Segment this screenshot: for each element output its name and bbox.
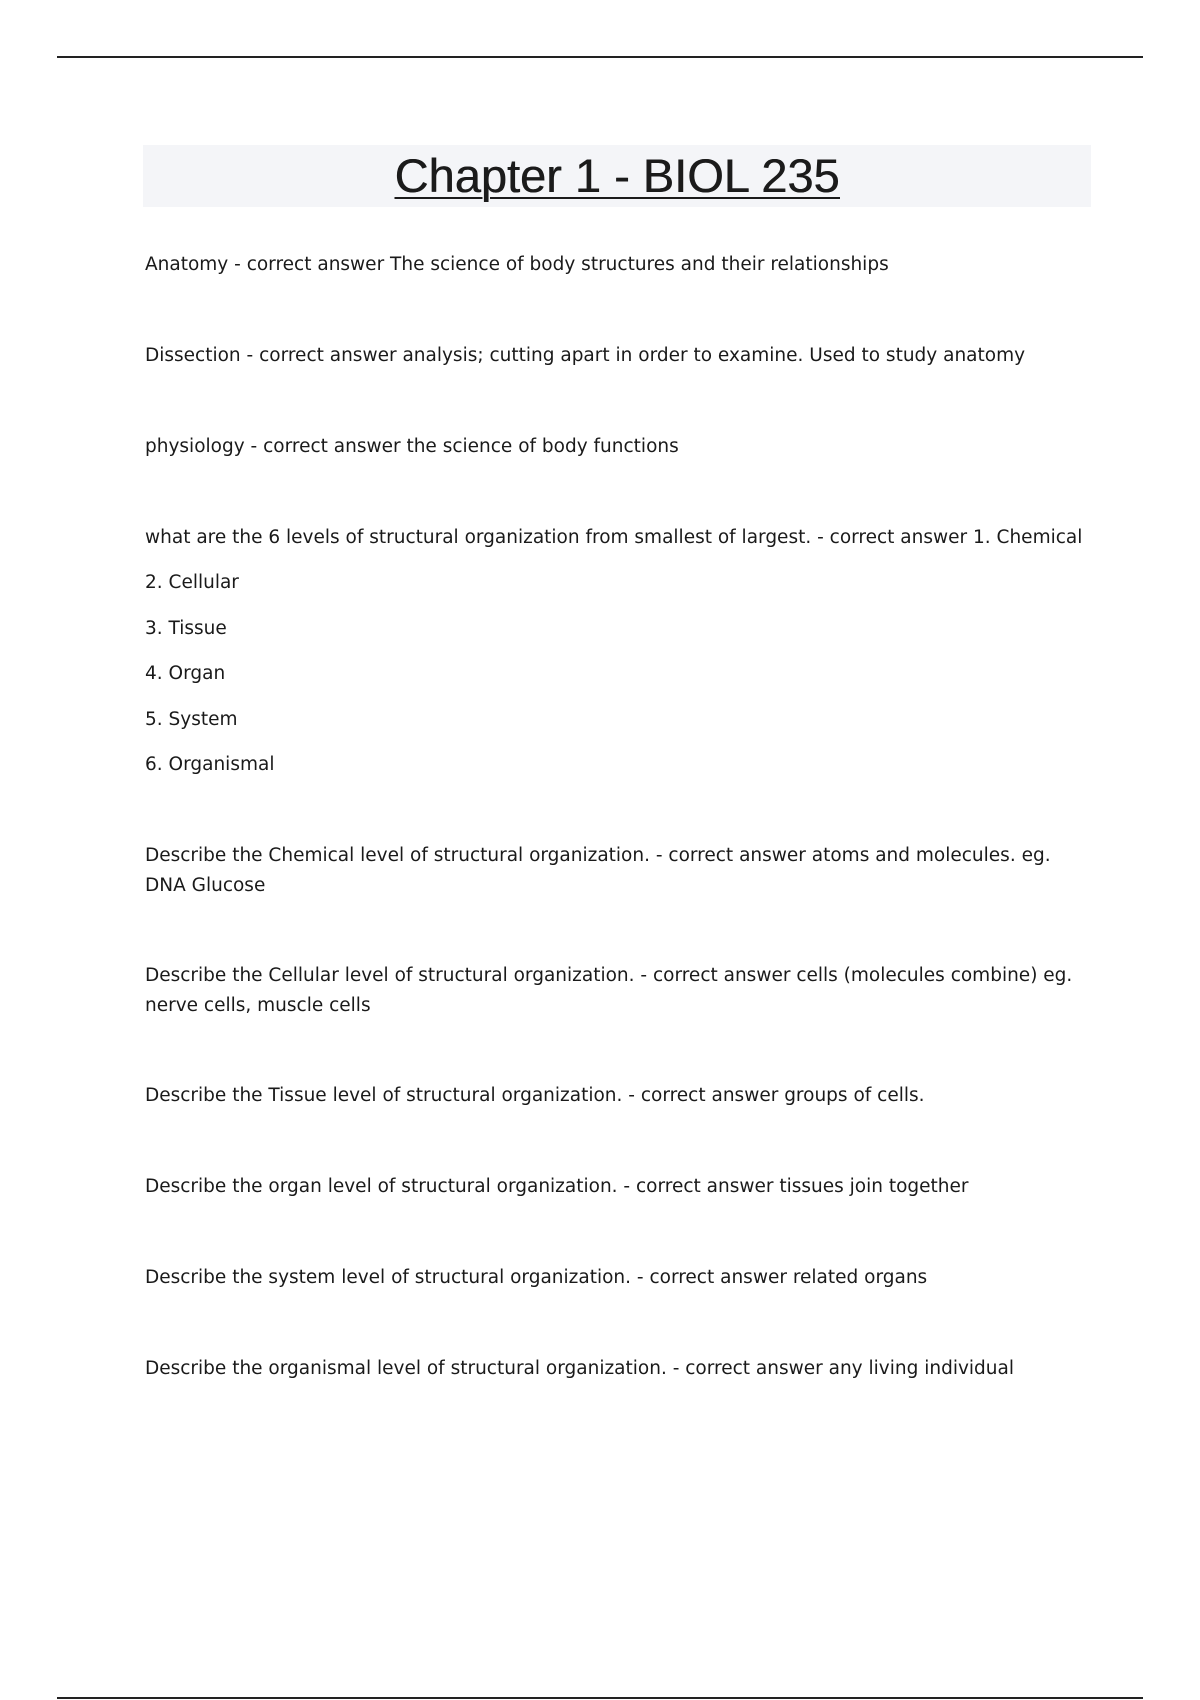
bottom-rule [57, 1697, 1143, 1699]
list-item-cellular: 2. Cellular [145, 572, 239, 593]
entry-chemical-level: Describe the Chemical level of structural organization. - correct answer atoms and molecules. eg. DNA Glucose [145, 845, 1051, 896]
entry-system-level: Describe the system level of structural organization. - correct answer related organs [145, 1267, 928, 1288]
entry-physiology: physiology - correct answer the science of body functions [145, 436, 679, 457]
list-item-system: 5. System [145, 709, 238, 730]
entry-levels-question: what are the 6 levels of structural organization from smallest of largest. - correct answer 1. Chemical [145, 527, 1083, 548]
entry-anatomy: Anatomy - correct answer The science of body structures and their relationships [145, 254, 889, 275]
entry-organismal-level: Describe the organismal level of structural organization. - correct answer any living individual [145, 1358, 1015, 1379]
entry-organ-level: Describe the organ level of structural organization. - correct answer tissues join together [145, 1176, 969, 1197]
entry-tissue-level: Describe the Tissue level of structural organization. - correct answer groups of cells. [145, 1085, 925, 1106]
list-item-organ: 4. Organ [145, 663, 226, 684]
top-rule [57, 56, 1143, 58]
entry-dissection: Dissection - correct answer analysis; cutting apart in order to examine. Used to study anatomy [145, 345, 1026, 366]
entry-cellular-level: Describe the Cellular level of structural organization. - correct answer cells (molecules combine) eg. nerve cells, muscle cells [145, 965, 1073, 1016]
list-item-tissue: 3. Tissue [145, 618, 227, 639]
title-band [143, 145, 1091, 207]
page-title: Chapter 1 - BIOL 235 [394, 149, 840, 202]
list-item-organismal: 6. Organismal [145, 754, 275, 775]
